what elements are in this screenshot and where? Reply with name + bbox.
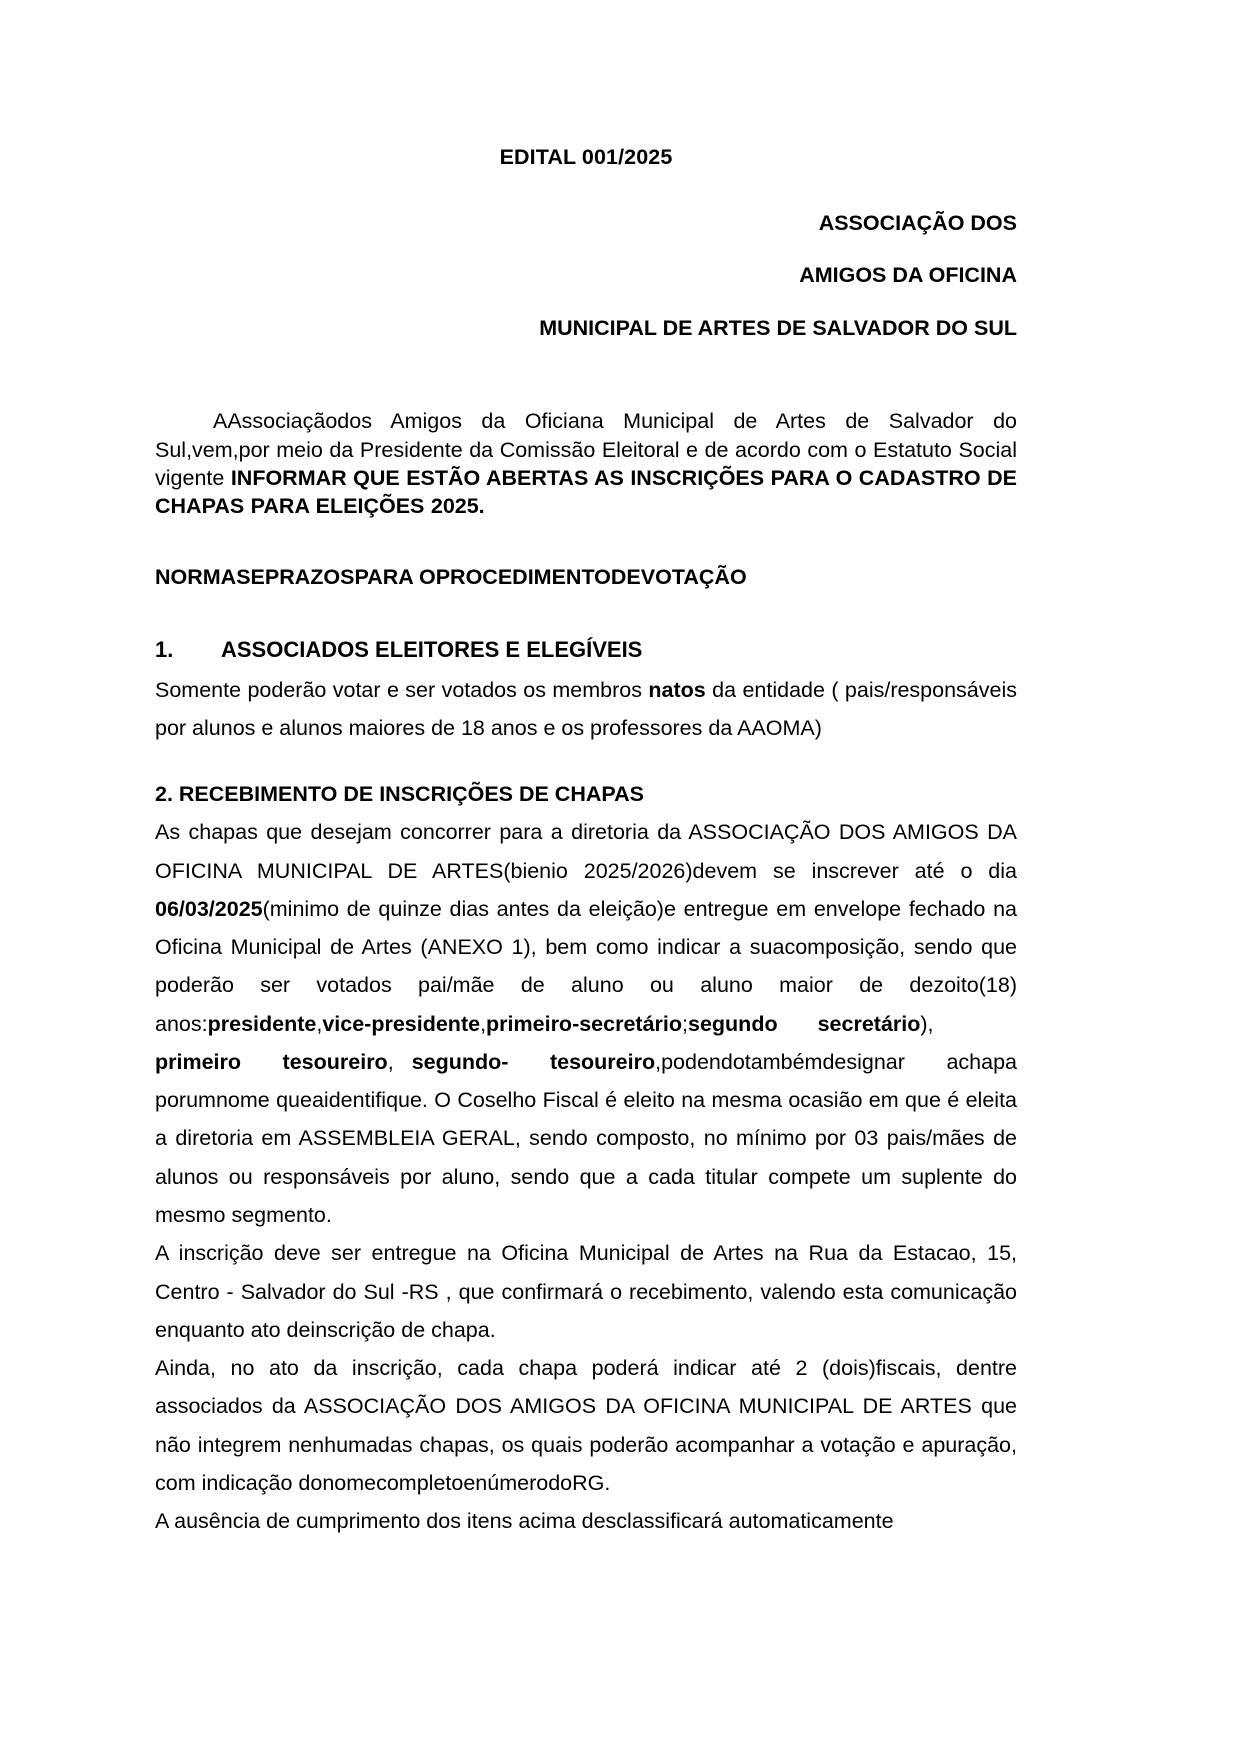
section-2-paragraph-4: A ausência de cumprimento dos itens acima desclassificará automaticamente: [155, 1509, 894, 1534]
section-1-text-b: da entidade ( pais/responsáveis por alunos e alunos maiores de 18 anos e os professores da AAOMA): [155, 677, 1017, 741]
role-presidente: presidente: [207, 1011, 317, 1036]
role-separator-3: ;: [682, 1011, 688, 1036]
role-primeiro-secretario: primeiro-secretário: [486, 1011, 683, 1036]
organization-name-block: [155, 171, 1017, 340]
section-2-paragraph-2: A inscrição deve ser entregue na Oficina Municipal de Artes na Rua da Estacao, 15, Centro - Salvador do Sul -RS , que confirmará o recebimento, valendo esta comunicação enquanto ato deinscrição de chapa.: [155, 1241, 1017, 1342]
role-secretario: secretário: [817, 1011, 921, 1036]
norms-and-deadlines-heading: NORMASEPRAZOSPARA OPROCEDIMENTODEVOTAÇÃO: [155, 564, 747, 589]
role-primeiro-tesoureiro: primeiro tesoureiro: [155, 1049, 388, 1074]
role-vice-presidente: vice-presidente: [322, 1011, 481, 1036]
organization-line-1: ASSOCIAÇÃO DOS: [818, 210, 1017, 235]
intro-paragraph: [155, 339, 1017, 521]
section-2-text-c: ,podendotambémdesignar achapa porumnome queaidentifique. O Coselho Fiscal é eleito na mesma ocasião em que é eleita a diretoria em ASSEMBLEIA GERAL, sendo composto, no mínimo por 03 pais/mães de alunos ou responsáveis por aluno, sendo que a cada titular compete um suplente do mesmo segmento.: [155, 1049, 1017, 1227]
section-2-heading: 2. RECEBIMENTO DE INSCRIÇÕES DE CHAPAS: [155, 781, 644, 806]
document-content: [155, 0, 1017, 1540]
section-2-paragraph-1: [155, 807, 1017, 1234]
role-segundo: segundo: [688, 1011, 778, 1036]
role-separator-1: ,: [316, 1011, 323, 1036]
role-separator-2: ,: [480, 1011, 487, 1036]
page-title: EDITAL 001/2025: [499, 145, 673, 169]
section-2-text-a: As chapas que desejam concorrer para a diretoria da ASSOCIAÇÃO DOS AMIGOS DA OFICINA MUNICIPAL DE ARTES(bienio 2025/2026)devem se inscrever até o dia: [155, 820, 1017, 883]
role-segundo-tesoureiro: segundo- tesoureiro: [411, 1049, 656, 1074]
section-2-deadline-date: 06/03/2025: [155, 896, 263, 921]
organization-line-2: AMIGOS DA OFICINA: [799, 263, 1017, 288]
section-1-text-bold: natos: [648, 677, 706, 702]
intro-text-plain: AAssociaçãodos Amigos da Oficiana Municipal de Artes de Salvador do Sul,vem,por meio da Presidente da Comissão Eleitoral e de acordo com o Estatuto Social vigente: [155, 409, 1017, 491]
role-separator-4: ),: [920, 1011, 934, 1036]
section-1-paragraph: [155, 663, 1017, 748]
role-separator-5: ,: [387, 1049, 394, 1074]
section-1-title: ASSOCIADOS ELEITORES E ELEGÍVEIS: [221, 636, 643, 662]
section-2-paragraph-3: Ainda, no ato da inscrição, cada chapa poderá indicar até 2 (dois)fiscais, dentre associados da ASSOCIAÇÃO DOS AMIGOS DA OFICINA MUNICIPAL DE ARTES que não integrem nenhumadas chapas, os quais poderão acompanhar a votação e apuração, com indicação donomecompletoenúmerodoRG.: [155, 1356, 1017, 1495]
section-1-heading: [155, 591, 1017, 663]
intro-text-bold: INFORMAR QUE ESTÃO ABERTAS AS INSCRIÇÕES PARA O CADASTRO DE CHAPAS PARA ELEIÇÕES 2025.: [155, 466, 1017, 519]
section-1-text-a: Somente poderão votar e ser votados os membros: [155, 677, 649, 702]
organization-line-3: MUNICIPAL DE ARTES DE SALVADOR DO SUL: [539, 315, 1017, 340]
section-1-number: 1.: [155, 636, 174, 662]
section-2-text-b: (minimo de quinze dias antes da eleição)e entregue em envelope fechado na Oficina Municipal de Artes (ANEXO 1), bem como indicar a suacomposição, sendo que poderão ser votados pai/mãe de aluno ou aluno maior de dezoito(18) anos:: [155, 896, 1017, 1036]
